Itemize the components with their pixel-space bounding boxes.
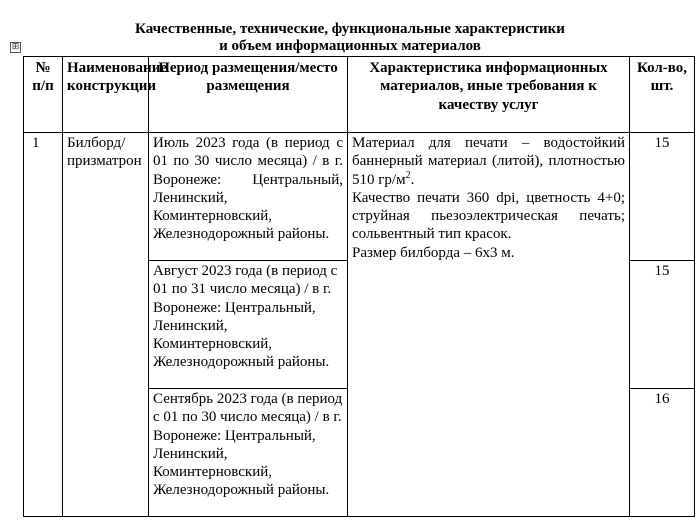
header-qty: Кол-во, шт. <box>630 57 695 133</box>
material-superscript: 2 <box>405 169 411 181</box>
table-header-row <box>24 57 695 133</box>
materials-table <box>23 56 695 517</box>
qty-cell: 15 <box>630 261 695 389</box>
characteristics-print: Качество печати 360 dpi, цветность 4+0; струйная пьезоэлектрическая печать; сольвентный тип красок. <box>352 189 625 243</box>
header-num: № п/п <box>24 57 63 133</box>
characteristics-cell <box>348 133 630 517</box>
title-line-1: Качественные, технические, функциональные характеристики <box>135 21 565 37</box>
characteristics-size: Размер билборда – 6х3 м. <box>352 244 515 261</box>
document-title <box>0 21 700 55</box>
header-characteristics: Характеристика информационных материалов, иные требования к качеству услуг <box>348 57 630 133</box>
title-line-2: и объем информационных материалов <box>219 38 481 54</box>
material-text: Материал для печати – водостойкий баннерный материал (литой), плотностью 510 гр/м <box>352 135 625 188</box>
characteristics-material <box>352 134 625 189</box>
header-name: Наименование конструкции <box>63 57 149 133</box>
header-period: Период размещения/место размещения <box>149 57 348 133</box>
table-row <box>24 133 695 261</box>
row-number: 1 <box>24 133 63 517</box>
qty-cell: 15 <box>630 133 695 261</box>
material-end: . <box>410 171 415 188</box>
period-cell: Июль 2023 года (в период с 01 по 30 число месяца) / в г. Воронеже: Центральный, Ленинский, Коминтерновский, Железнодорожный районы. <box>149 133 348 261</box>
table-move-handle-icon[interactable]: ⊞ <box>11 42 20 52</box>
construction-name: Билборд/призматрон <box>63 133 149 517</box>
period-cell: Сентябрь 2023 года (в период с 01 по 30 число месяца) / в г. Воронеже: Центральный, Ленинский, Коминтерновский, Железнодорожный районы. <box>149 389 348 517</box>
qty-cell: 16 <box>630 389 695 517</box>
period-cell: Август 2023 года (в период с 01 по 31 число месяца) / в г. Воронеже: Центральный, Ленинский, Коминтерновский, Железнодорожный районы. <box>149 261 348 389</box>
